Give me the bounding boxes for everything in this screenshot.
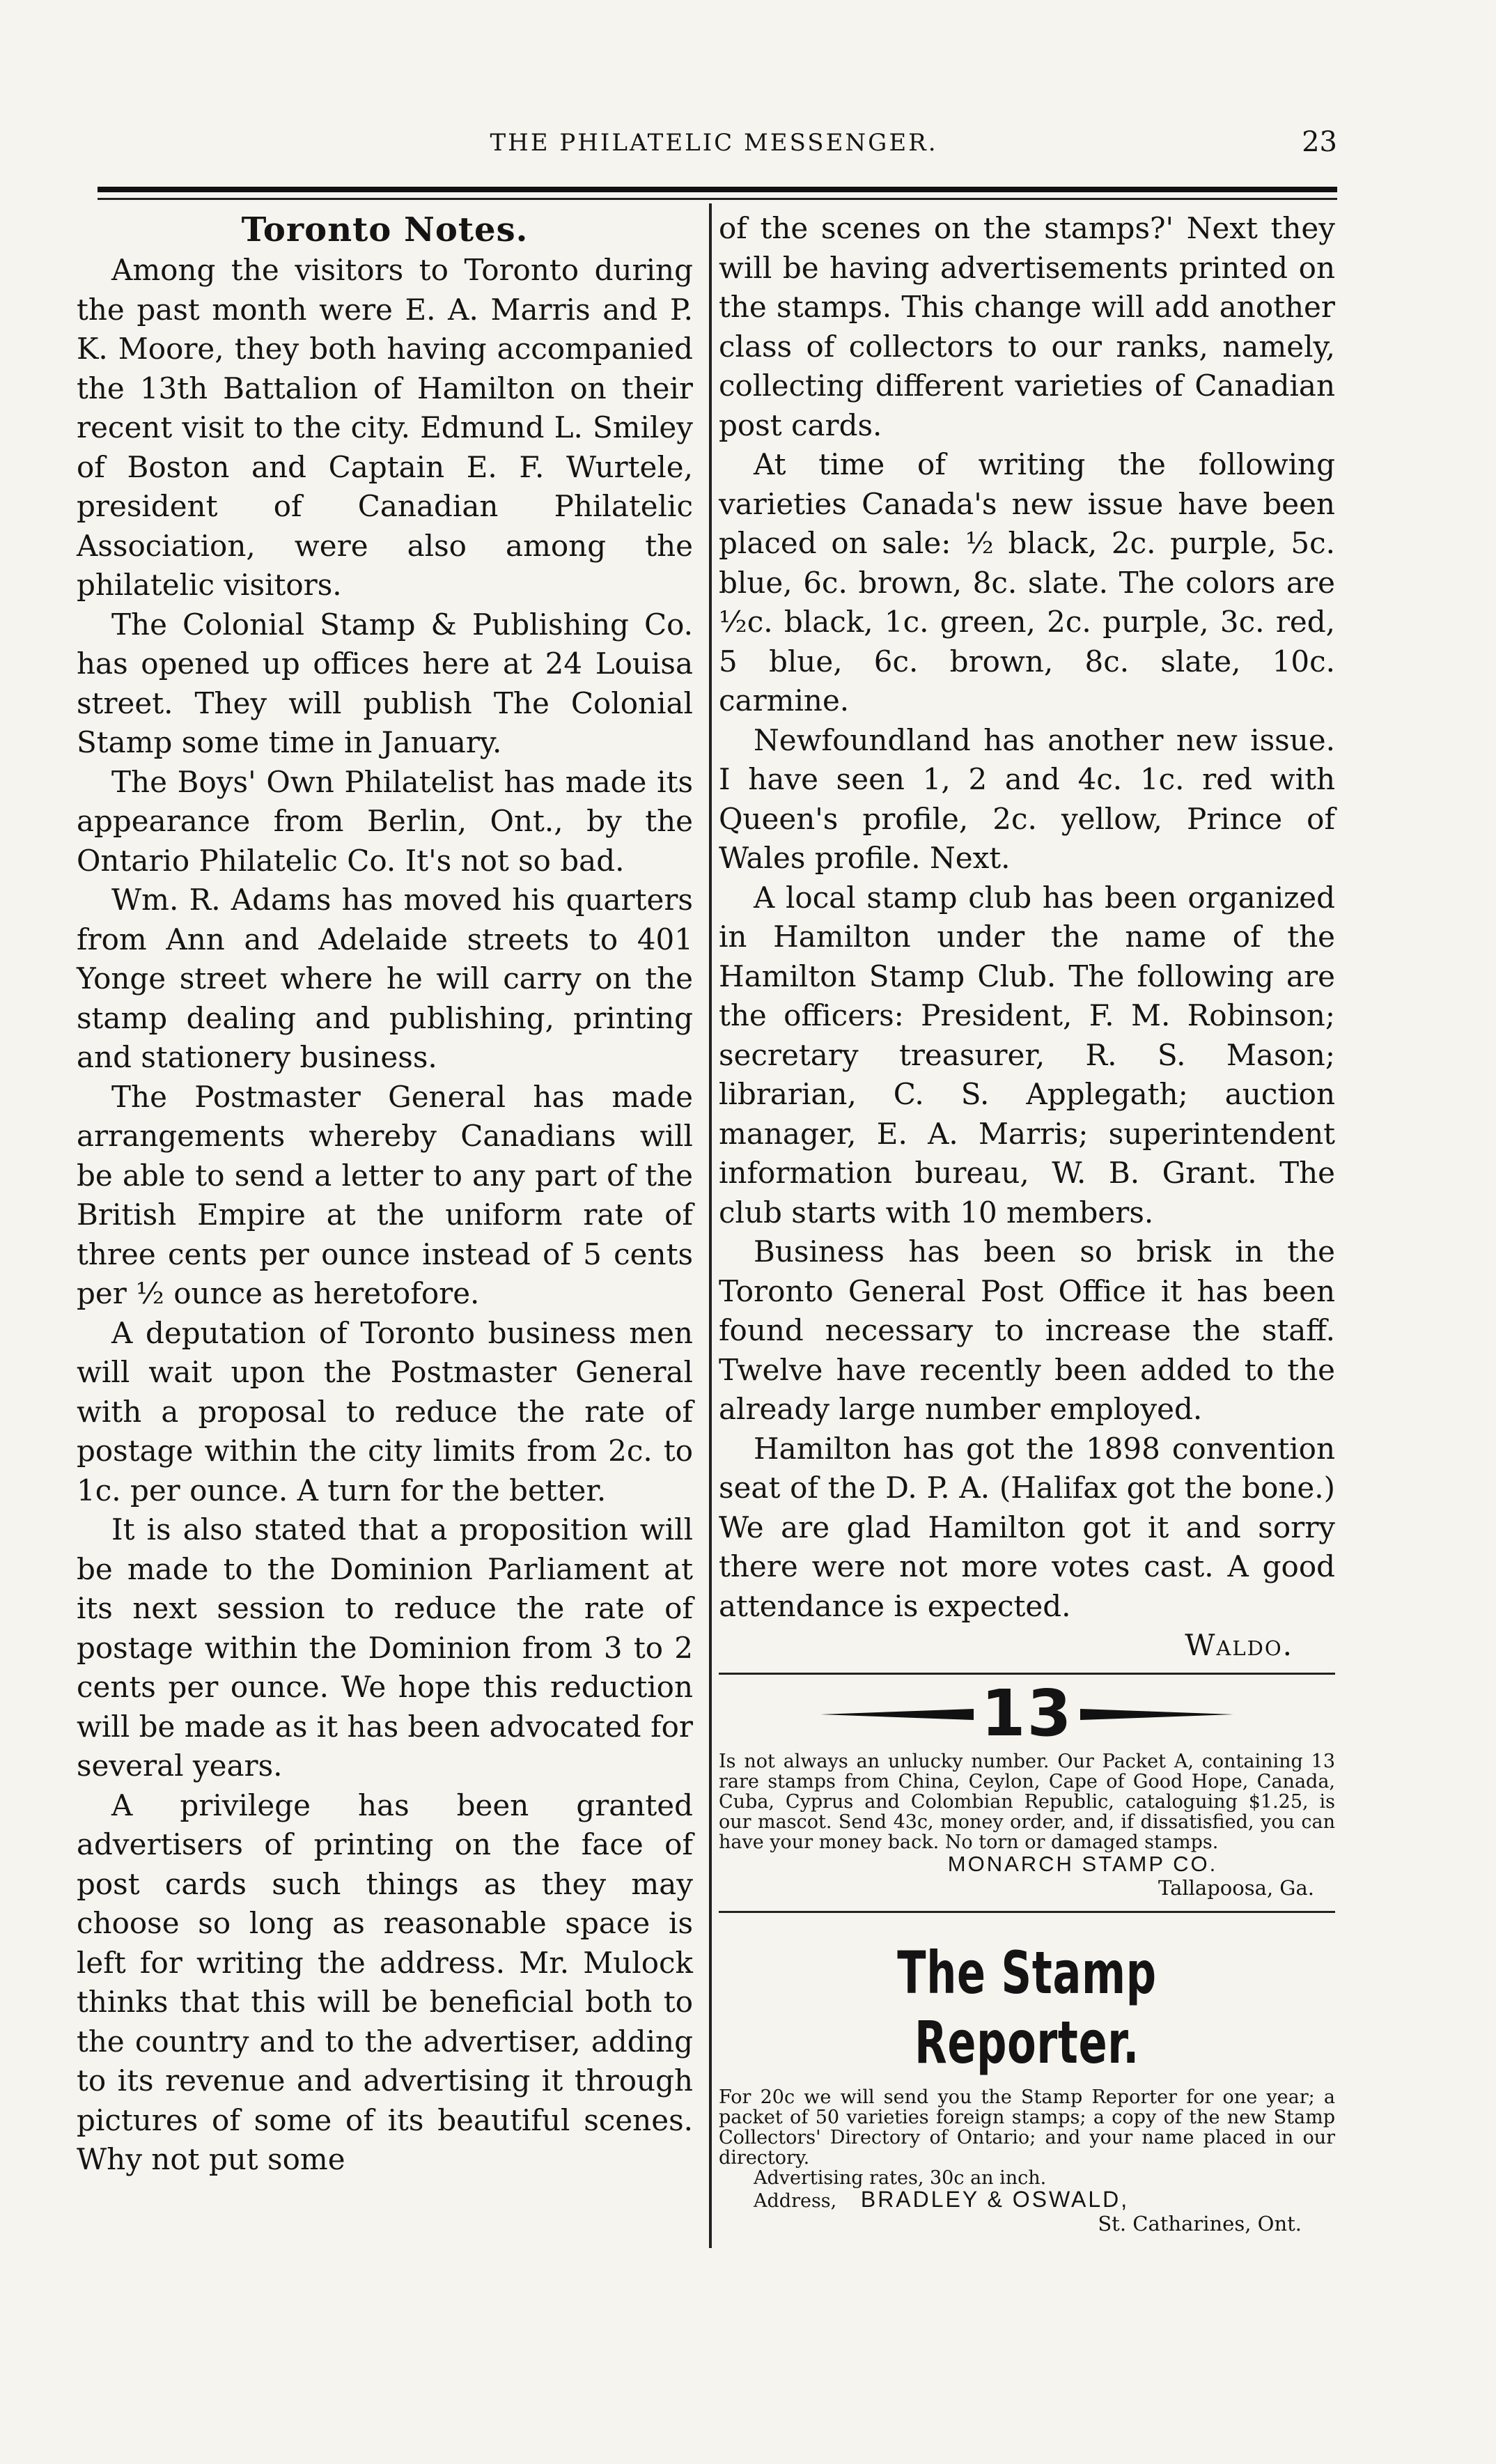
address-label: Address,	[754, 2190, 837, 2212]
header-rule-thin	[98, 198, 1337, 200]
page-number: 23	[1302, 126, 1337, 158]
paragraph: The Postmaster General has made arrangements whereby Canadians will be able to send a letter to any part of the British Empire at the uniform rate of three cents per ounce instead of 5 cents per ½ ounce as heretofore.	[77, 1079, 693, 1310]
ad-rates: Advertising rates, 30c an inch.	[754, 2167, 1047, 2189]
address-name: BRADLEY & OSWALD,	[860, 2186, 1130, 2212]
signature: Waldo.	[1185, 1628, 1293, 1662]
paragraph: It is also stated that a proposition will be made to the Dominion Parliament at its next session to reduce the rate of postage within the Dominion from 3 to 2 cents per ounce. We hope this reduction will be made as it has been advocated for several years.	[77, 1512, 693, 1783]
reporter-advertisement	[719, 1938, 1335, 2235]
ad-city: St. Catharines, Ont.	[1098, 2211, 1302, 2236]
right-column	[719, 209, 1335, 2235]
ad-rule	[719, 1673, 1335, 1675]
paragraph: Wm. R. Adams has moved his quarters from Ann and Adelaide streets to 401 Yonge street where he will carry on the stamp dealing and publishing, printing and stationery business.	[77, 883, 693, 1074]
left-column	[77, 209, 693, 2180]
paragraph: Newfoundland has another new issue. I have seen 1, 2 and 4c. 1c. red with Queen's profile, 2c. yellow, Prince of Wales profile. Next.	[719, 722, 1335, 875]
column-divider	[709, 203, 712, 2248]
ad-address	[719, 2188, 1335, 2213]
banner-wedge-right	[1080, 1709, 1233, 1720]
ad-company: MONARCH STAMP CO.	[947, 1851, 1218, 1876]
monarch-advertisement	[719, 1673, 1335, 1913]
ad-text: For 20c we will send you the Stamp Reporter for one year; a packet of 50 varieties foreign stamps; a copy of the new Stamp Collectors' Directory of Ontario; and your name placed in our directory.	[719, 2086, 1335, 2169]
header-rule-thick	[98, 187, 1337, 192]
running-title: THE PHILATELIC MESSENGER.	[490, 129, 938, 157]
banner-wedge-left	[820, 1709, 974, 1720]
section-heading: Toronto Notes.	[241, 210, 529, 249]
ad-banner	[719, 1676, 1335, 1751]
paragraph: Among the visitors to Toronto during the past month were E. A. Marris and P. K. Moore, they both having accompanied the 13th Battalion of Hamilton on their recent visit to the city. Edmund L. Smiley of Boston and Captain E. F. Wurtele, president of Canadian Philatelic Association, were also among the philatelic visitors.	[77, 253, 693, 602]
paragraph: Hamilton has got the 1898 convention seat of the D. P. A. (Halifax got the bone.) We are glad Hamilton got it and sorry there were not more votes cast. A good attendance is expected.	[719, 1431, 1335, 1623]
paragraph: Business has been so brisk in the Toronto General Post Office it has been found necessary to increase the staff. Twelve have recently been added to the already large number employed.	[719, 1234, 1335, 1426]
paragraph: A local stamp club has been organized in Hamilton under the name of the Hamilton Stamp Club. The following are the officers: President, F. M. Robinson; secretary treasurer, R. S. Mason; librarian, C. S. Applegath; auction manager, E. A. Marris; superintendent information bureau, W. B. Grant. The club starts with 10 members.	[719, 880, 1335, 1230]
ad-place: Tallapoosa, Ga.	[1158, 1875, 1314, 1900]
ad-title: The Stamp Reporter.	[897, 1938, 1157, 2077]
paragraph-continuation: of the scenes on the stamps?' Next they will be having advertisements printed on the stamps. This change will add another class of collectors to our ranks, namely, collecting different varieties of Canadian post cards.	[719, 211, 1335, 442]
ad-text: Is not always an unlucky number. Our Packet A, containing 13 rare stamps from China, Ceylon, Cape of Good Hope, Canada, Cuba, Cyprus and Colombian Republic, cataloguing $1.25, is our mascot. Send 43c, money order, and, if dissatisfied, you can have your money back. No torn or damaged stamps.	[719, 1750, 1335, 1853]
paragraph: A deputation of Toronto business men will wait upon the Postmaster General with a proposal to reduce the rate of postage within the city limits from 2c. to 1c. per ounce. A turn for the better.	[77, 1315, 693, 1508]
ad-rule	[719, 1911, 1335, 1913]
paragraph: The Colonial Stamp & Publishing Co. has opened up offices here at 24 Louisa street. They will publish The Colonial Stamp some time in January.	[77, 607, 693, 759]
paragraph: At time of writing the following varieties Canada's new issue have been placed on sale: ½ black, 2c. purple, 5c. blue, 6c. brown, 8c. slate. The colors are ½c. black, 1c. green, 2c. purple, 3c. red, 5 blue, 6c. brown, 8c. slate, 10c. carmine.	[719, 447, 1335, 718]
paragraph: A privilege has been granted advertisers of printing on the face of post cards such things as they may choose so long as reasonable space is left for writing the address. Mr. Mulock thinks that this will be beneficial both to the country and to the advertiser, adding to its revenue and advertising it through pictures of some of its beautiful scenes. Why not put some	[77, 1788, 693, 2176]
paragraph: The Boys' Own Philatelist has made its appearance from Berlin, Ont., by the Ontario Philatelic Co. It's not so bad.	[77, 764, 693, 878]
page-header	[91, 126, 1337, 178]
banner-number: 13	[981, 1676, 1073, 1751]
